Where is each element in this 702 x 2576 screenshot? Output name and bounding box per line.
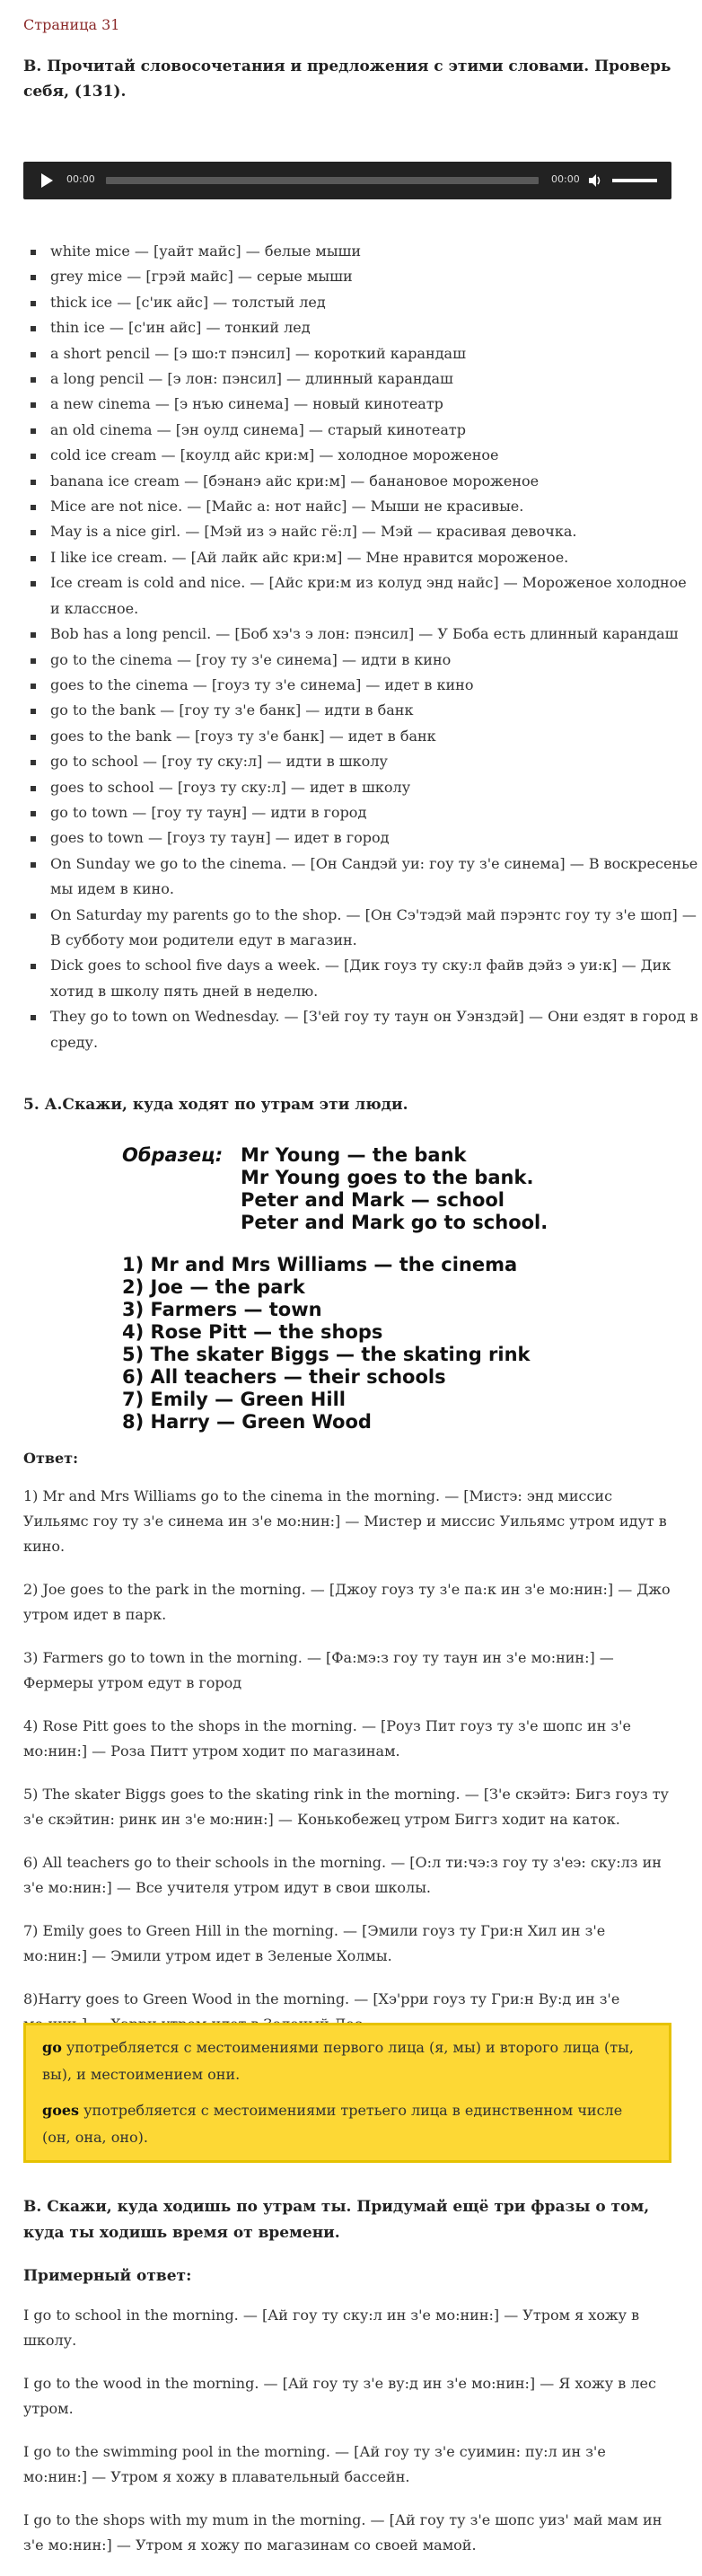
volume-icon[interactable]	[587, 172, 603, 189]
list-item: go to the bank — [гоу ту з'е банк] — идти в банк	[50, 698, 698, 723]
task-item: 2) Joe — the park	[122, 1276, 305, 1298]
list-item: grey mice — [грэй майс] — серые мыши	[50, 264, 698, 289]
list-item: thin ice — [с'ин айс] — тонкий лед	[50, 315, 698, 340]
list-item: On Sunday we go to the cinema. — [Он Сандэй уи: гоу ту з'е синема] — В воскресенье мы идем в кино.	[50, 851, 698, 903]
task-item: 6) All teachers — their schools	[122, 1366, 446, 1388]
list-item: They go to town on Wednesday. — [З'ей гоу ту таун он Уэнздэй] — Они ездят в город в среду.	[50, 1004, 698, 1055]
progress-bar[interactable]	[106, 177, 539, 184]
task-list	[122, 1254, 531, 1434]
page-label: Страница 31	[23, 16, 120, 33]
list-item: white mice — [уайт майс] — белые мыши	[50, 239, 698, 264]
list-item: Mice are not nice. — [Майс а: нот найс] — Мыши не красивые.	[50, 494, 698, 519]
sample-line: Peter and Mark — school	[241, 1189, 505, 1211]
note-paragraph	[42, 2034, 653, 2088]
exercise-5-title: 5. А.Скажи, куда ходят по утрам эти люди.	[23, 1096, 408, 1114]
note-keyword: goes	[42, 2102, 80, 2119]
task-item: 8) Harry — Green Wood	[122, 1411, 372, 1433]
list-item: Dick goes to school five days a week. — [Дик гоуз ту ску:л файв дэйз э уи:к] — Дик хотид в школу пять дней в неделю.	[50, 953, 698, 1004]
list-item: I like ice cream. — [Ай лайк айс кри:м] — Мне нравится мороженое.	[50, 545, 698, 570]
sample-line: Mr Young — the bank	[241, 1144, 467, 1166]
list-item: goes to town — [гоуз ту таун] — идет в город	[50, 825, 698, 851]
answer-paragraph: 8)Harry goes to Green Wood in the morning. — [Хэ'рри гоуз ту Гри:н Ву:д ин з'е	[23, 1990, 620, 2007]
sample-lines	[241, 1144, 548, 1234]
list-item: thick ice — [с'ик айс] — толстый лед	[50, 290, 698, 315]
list-item: a short pencil — [э шо:т пэнсил] — короткий карандаш	[50, 341, 698, 366]
task-item: 3) Farmers — town	[122, 1299, 322, 1320]
list-item: go to town — [гоу ту таун] — идти в город	[50, 800, 698, 825]
task-item: 5) The skater Biggs — the skating rink	[122, 1344, 531, 1365]
list-item: a long pencil — [э лон: пэнсил] — длинный карандаш	[50, 366, 698, 392]
answer-paragraph: 4) Rose Pitt goes to the shops in the morning. — [Роуз Пит гоуз ту з'е шопс ин з'е мо:нин:] — Роза Питт утром ходит по магазинам.	[23, 1717, 631, 1760]
list-item: an old cinema — [эн оулд синема] — старый кинотеатр	[50, 418, 698, 443]
current-time: 00:00	[66, 173, 95, 185]
list-item: go to school — [гоу ту ску:л] — идти в школу	[50, 749, 698, 774]
task-item: 1) Mr and Mrs Williams — the cinema	[122, 1254, 518, 1275]
section-title: В. Прочитай словосочетания и предложения с этими словами. Проверь себя, (131).	[23, 57, 671, 101]
answer-paragraph: 3) Farmers go to town in the morning. — [Фа:мэ:з гоу ту таун ин з'е мо:нин:] — Фермеры утром едут в город	[23, 1649, 614, 1691]
volume-slider[interactable]	[612, 179, 657, 182]
sample-line: Mr Young goes to the bank.	[241, 1167, 534, 1188]
list-item: banana ice cream — [бэнанэ айс кри:м] — банановое мороженое	[50, 469, 698, 494]
list-item: goes to the cinema — [гоуз ту з'е синема] — идет в кино	[50, 673, 698, 698]
note-paragraph	[42, 2097, 653, 2151]
answer-paragraph: 5) The skater Biggs goes to the skating rink in the morning. — [З'е скэйтэ: Бигз гоуз ту з'е скэйтин: ринк ин з'е мо:нин:] — Конькобежец утром Биггз ходит на каток.	[23, 1786, 669, 1828]
answer-paragraph: 2) Joe goes to the park in the morning. — [Джоу гоуз ту з'е па:к ин з'е мо:нин:] — Джо утром идет в парк.	[23, 1581, 671, 1623]
answer-paragraph: 6) All teachers go to their schools in the morning. — [О:л ти:чэ:з гоу ту з'еэ: ску:лз ин з'е мо:нин:] — Все учителя утром идут в свои школы.	[23, 1854, 662, 1896]
list-item: cold ice cream — [коулд айс кри:м] — холодное мороженое	[50, 443, 698, 468]
task-item: 7) Emily — Green Hill	[122, 1389, 346, 1410]
audio-player	[23, 162, 671, 199]
answer-paragraph: I go to the swimming pool in the morning. — [Ай гоу ту з'е суимин: пу:л ин з'е мо:нин:] — Утром я хожу в плавательный бассейн.	[23, 2443, 606, 2485]
list-item: May is a nice girl. — [Мэй из э найс гё:л] — Мэй — красивая девочка.	[50, 519, 698, 544]
list-item: goes to the bank — [гоуз ту з'е банк] — идет в банк	[50, 724, 698, 749]
exercise-5b-title: В. Скажи, куда ходишь по утрам ты. Придумай ещё три фразы о том, куда ты ходишь время от времени.	[23, 2198, 650, 2242]
list-item: Ice cream is cold and nice. — [Айс кри:м из колуд энд найс] — Мороженое холодное и классное.	[50, 570, 698, 622]
answer-paragraph: I go to the wood in the morning. — [Ай гоу ту з'е ву:д ин з'е мо:нин:] — Я хожу в лес утром.	[23, 2375, 656, 2417]
note-text: употребляется с местоимениями первого лица (я, мы) и второго лица (ты, вы), и местоимением они.	[42, 2039, 634, 2083]
task-item: 4) Rose Pitt — the shops	[122, 1321, 383, 1343]
grammar-note	[23, 2023, 671, 2163]
play-icon[interactable]	[41, 173, 53, 188]
sample-label: Образец:	[122, 1144, 224, 1166]
list-item: go to the cinema — [гоу ту з'е синема] — идти в кино	[50, 648, 698, 673]
answer-paragraph: 1) Mr and Mrs Williams go to the cinema in the morning. — [Мистэ: энд миссис Уильямс гоу ту з'е синема ин з'е мо:нин:] — Мистер и миссис Уильямс утром идут в кино.	[23, 1487, 667, 1555]
list-item: goes to school — [гоуз ту ску:л] — идет в школу	[50, 775, 698, 800]
sample-answer-heading: Примерный ответ:	[23, 2267, 192, 2285]
words-list	[23, 239, 698, 1055]
sample-answers-block	[23, 2303, 671, 2576]
duration: 00:00	[551, 173, 580, 185]
note-keyword: go	[42, 2039, 62, 2056]
list-item: On Saturday my parents go to the shop. — [Он Сэ'тэдэй май пэрэнтс гоу ту з'е шоп] — В субботу мои родители едут в магазин.	[50, 903, 698, 954]
sample-line: Peter and Mark go to school.	[241, 1212, 548, 1233]
note-text: употребляется с местоимениями третьего лица в единственном числе (он, она, оно).	[42, 2102, 623, 2146]
list-item: a new cinema — [э нъю синема] — новый кинотеатр	[50, 392, 698, 417]
list-item: Bob has a long pencil. — [Боб хэ'з э лон: пэнсил] — У Боба есть длинный карандаш	[50, 622, 698, 647]
answer-heading: Ответ:	[23, 1450, 78, 1467]
answer-paragraph: I go to school in the morning. — [Ай гоу ту ску:л ин з'е мо:нин:] — Утром я хожу в школу.	[23, 2307, 640, 2349]
answer-paragraph: I go to the shops with my mum in the morning. — [Ай гоу ту з'е шопс уиз' май мам ин з'е мо:нин:] — Утром я хожу по магазинам со своей мамой.	[23, 2511, 663, 2554]
answer-paragraph: 7) Emily goes to Green Hill in the morning. — [Эмили гоуз ту Гри:н Хил ин з'е мо:нин:] — Эмили утром идет в Зеленые Холмы.	[23, 1922, 606, 1964]
answers-block	[23, 1484, 671, 2055]
